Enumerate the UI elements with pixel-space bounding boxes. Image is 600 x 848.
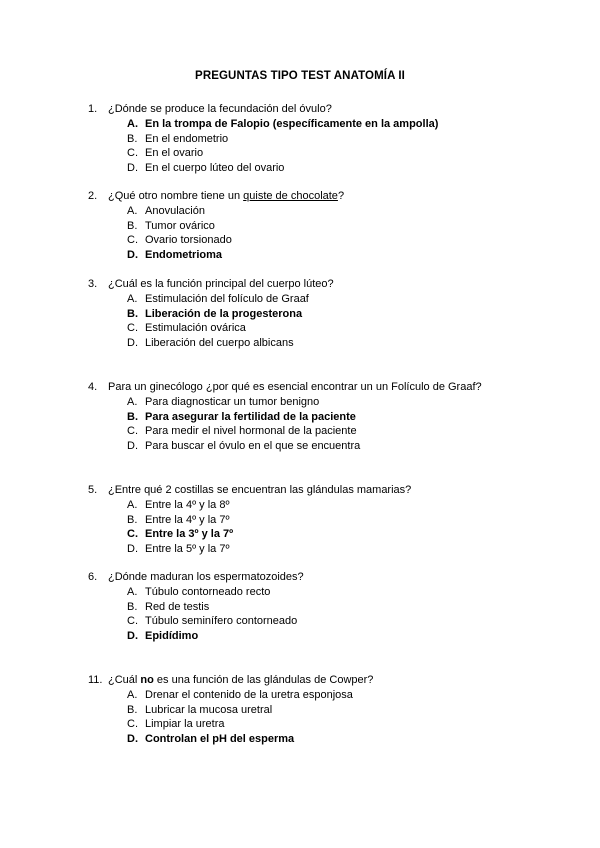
question-text xyxy=(108,189,344,204)
option-letter: D. xyxy=(127,161,138,174)
question-11 xyxy=(0,673,600,746)
option-text: En el cuerpo lúteo del ovario xyxy=(145,161,285,174)
option-letter: A. xyxy=(127,499,138,511)
question-5 xyxy=(0,483,600,556)
option-text: Túbulo contorneado recto xyxy=(145,586,271,598)
option-text: En la trompa de Falopio (específicamente en la ampolla) xyxy=(145,118,439,130)
option-letter: A. xyxy=(127,118,138,130)
option-letter: C. xyxy=(127,147,138,160)
option-text: Entre la 3º y la 7º xyxy=(145,528,234,541)
option-letter: A. xyxy=(127,293,138,305)
option-text: Tumor ovárico xyxy=(145,219,215,232)
option-a xyxy=(0,117,600,132)
option-d xyxy=(0,336,600,351)
question-text-part: ¿Cuál xyxy=(108,674,141,686)
option-d xyxy=(0,629,600,644)
option-text: Controlan el pH del esperma xyxy=(145,732,295,745)
option-text: Estimulación ovárica xyxy=(145,322,246,335)
option-letter: C. xyxy=(127,528,138,541)
option-letter: D. xyxy=(127,439,138,452)
option-text: Entre la 5º y la 7º xyxy=(145,542,230,555)
option-d xyxy=(0,732,600,747)
option-text: Epidídimo xyxy=(145,629,199,642)
option-c xyxy=(0,527,600,542)
option-b xyxy=(0,219,600,234)
question-text: ¿Dónde maduran los espermatozoides? xyxy=(108,571,304,583)
question-number: 6. xyxy=(88,571,98,583)
option-letter: B. xyxy=(127,219,138,232)
question-4 xyxy=(0,380,600,453)
option-text: Limpiar la uretra xyxy=(145,718,225,731)
option-letter: C. xyxy=(127,322,138,335)
option-text: En el endometrio xyxy=(145,132,229,145)
option-letter: A. xyxy=(127,586,138,598)
option-letter: D. xyxy=(127,629,138,642)
option-c xyxy=(0,717,600,732)
option-letter: C. xyxy=(127,234,138,247)
question-3 xyxy=(0,277,600,350)
option-d xyxy=(0,248,600,263)
question-text: ¿Dónde se produce la fecundación del óvulo? xyxy=(108,103,332,115)
option-text: Anovulación xyxy=(145,205,205,217)
option-a xyxy=(0,204,600,219)
question-number: 3. xyxy=(88,278,98,290)
question-text-underlined: quiste de chocolate xyxy=(243,190,338,202)
option-letter: B. xyxy=(127,132,138,145)
option-text: Red de testis xyxy=(145,600,210,613)
question-2 xyxy=(0,189,600,262)
option-text: Para diagnosticar un tumor benigno xyxy=(145,396,320,408)
question-text-part: ? xyxy=(337,190,345,202)
option-letter: B. xyxy=(127,703,138,716)
option-text: Liberación del cuerpo albicans xyxy=(145,336,294,349)
option-a xyxy=(0,585,600,600)
option-text: Endometrioma xyxy=(145,248,223,261)
question-text-bold: no xyxy=(140,674,154,686)
option-letter: C. xyxy=(127,425,138,438)
option-b xyxy=(0,307,600,322)
question-line xyxy=(0,189,600,204)
question-number: 4. xyxy=(88,381,98,393)
question-text-part: ¿Qué otro nombre tiene un xyxy=(108,190,244,202)
option-letter: B. xyxy=(127,600,138,613)
option-c xyxy=(0,146,600,161)
option-text: Lubricar la mucosa uretral xyxy=(145,703,273,716)
option-text: En el ovario xyxy=(145,147,204,160)
option-letter: D. xyxy=(127,336,138,349)
option-text: Entre la 4º y la 7º xyxy=(145,513,230,526)
option-text: Entre la 4º y la 8º xyxy=(145,499,230,511)
question-text: Para un ginecólogo ¿por qué es esencial encontrar un un Folículo de Graaf? xyxy=(108,381,482,393)
question-text: ¿Entre qué 2 costillas se encuentran las glándulas mamarias? xyxy=(108,484,412,496)
option-text: Para buscar el óvulo en el que se encuentra xyxy=(145,439,361,452)
option-a xyxy=(0,395,600,410)
option-text: Drenar el contenido de la uretra esponjosa xyxy=(145,689,353,701)
question-number: 5. xyxy=(88,484,98,496)
option-letter: A. xyxy=(127,689,138,701)
option-text: Para asegurar la fertilidad de la paciente xyxy=(145,410,356,423)
question-number: 1. xyxy=(88,103,98,115)
option-letter: D. xyxy=(127,732,138,745)
option-b xyxy=(0,703,600,718)
question-line xyxy=(0,570,600,585)
option-letter: B. xyxy=(127,513,138,526)
option-text: Túbulo seminífero contorneado xyxy=(145,615,298,628)
option-d xyxy=(0,542,600,557)
question-line xyxy=(0,102,600,117)
question-line xyxy=(0,277,600,292)
option-letter: C. xyxy=(127,615,138,628)
question-1 xyxy=(0,102,600,175)
option-letter: C. xyxy=(127,718,138,731)
option-letter: D. xyxy=(127,248,138,261)
option-a xyxy=(0,292,600,307)
option-letter: B. xyxy=(127,307,138,320)
option-letter: D. xyxy=(127,542,138,555)
option-letter: A. xyxy=(127,396,138,408)
question-text: ¿Cuál es la función principal del cuerpo lúteo? xyxy=(108,278,334,290)
option-c xyxy=(0,321,600,336)
option-letter: A. xyxy=(127,205,138,217)
option-text: Ovario torsionado xyxy=(145,234,232,247)
question-line xyxy=(0,483,600,498)
option-b xyxy=(0,132,600,147)
question-line xyxy=(0,673,600,688)
option-a xyxy=(0,498,600,513)
question-text-part: es una función de las glándulas de Cowper? xyxy=(153,674,374,686)
option-text: Para medir el nivel hormonal de la paciente xyxy=(145,425,357,438)
question-6 xyxy=(0,570,600,643)
option-c xyxy=(0,424,600,439)
question-line xyxy=(0,380,600,395)
option-d xyxy=(0,439,600,454)
question-number: 2. xyxy=(88,190,98,202)
option-text: Estimulación del folículo de Graaf xyxy=(145,293,309,305)
question-text xyxy=(108,673,373,688)
option-a xyxy=(0,688,600,703)
option-d xyxy=(0,161,600,176)
option-letter: B. xyxy=(127,410,138,423)
question-number: 11. xyxy=(88,674,103,686)
option-c xyxy=(0,614,600,629)
option-text: Liberación de la progesterona xyxy=(145,307,303,320)
option-b xyxy=(0,513,600,528)
option-c xyxy=(0,233,600,248)
document-title: PREGUNTAS TIPO TEST ANATOMÍA II xyxy=(195,70,405,82)
option-b xyxy=(0,410,600,425)
option-b xyxy=(0,600,600,615)
